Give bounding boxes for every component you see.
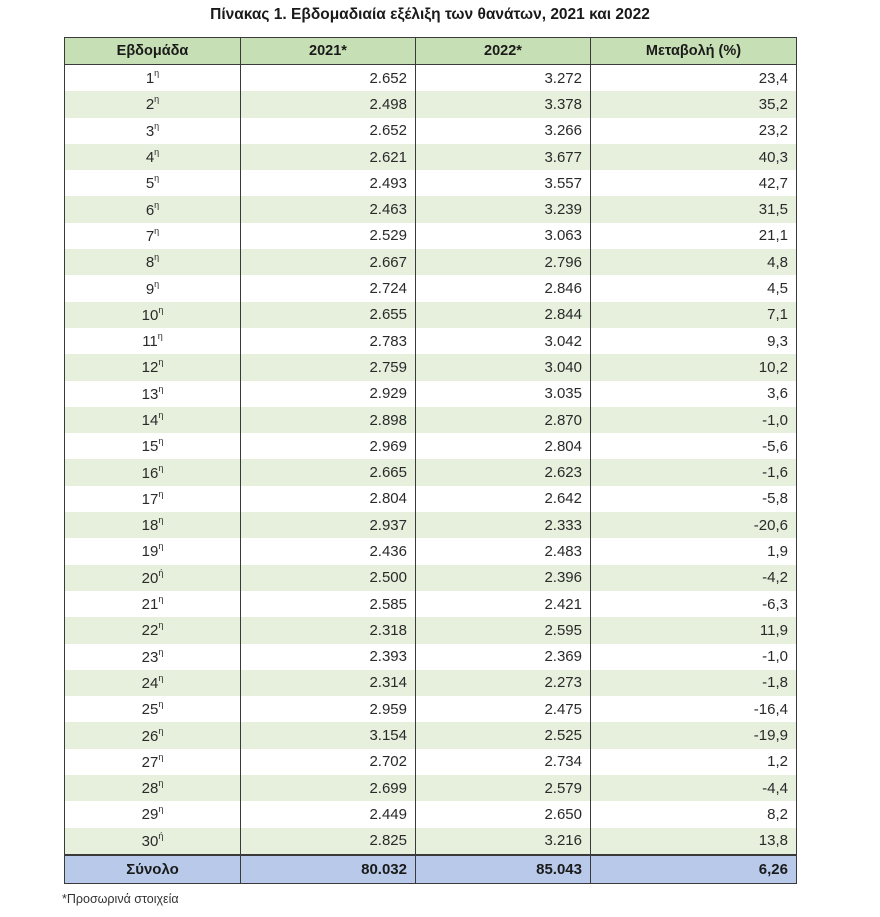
change-percent: -4,2 (591, 565, 797, 591)
value-2021: 2.665 (241, 459, 416, 485)
week-number: 26 (141, 727, 159, 745)
value-2021: 2.959 (241, 696, 416, 722)
week-cell (65, 828, 241, 855)
week-number: 30 (141, 832, 159, 850)
week-cell (65, 196, 241, 222)
value-2022: 2.273 (416, 670, 591, 696)
table-row (65, 223, 797, 249)
table-row (65, 170, 797, 196)
table-row (65, 696, 797, 722)
table-row (65, 459, 797, 485)
table-row (65, 328, 797, 354)
week-cell (65, 354, 241, 380)
table-row (65, 433, 797, 459)
change-percent: -1,6 (591, 459, 797, 485)
table-row (65, 381, 797, 407)
week-number: 17 (141, 490, 159, 508)
value-2021: 2.318 (241, 617, 416, 643)
week-ordinal-suffix: η (158, 672, 164, 683)
week-ordinal-suffix: η (154, 147, 160, 158)
value-2021: 2.699 (241, 775, 416, 801)
week-number: 10 (141, 306, 159, 324)
week-ordinal-suffix: η (158, 488, 164, 499)
footnote: *Προσωρινά στοιχεία (62, 892, 179, 906)
table-row (65, 617, 797, 643)
table-row (65, 249, 797, 275)
value-2022: 2.796 (416, 249, 591, 275)
value-2022: 3.040 (416, 354, 591, 380)
value-2022: 3.035 (416, 381, 591, 407)
week-ordinal-suffix: ή (158, 567, 164, 578)
week-ordinal-suffix: η (158, 304, 164, 315)
table-row (65, 538, 797, 564)
week-ordinal-suffix: η (158, 383, 164, 394)
week-number: 25 (141, 701, 159, 719)
week-ordinal-suffix: η (154, 173, 160, 184)
table-row (65, 65, 797, 92)
table-row (65, 722, 797, 748)
week-number: 8 (145, 254, 155, 272)
table-row (65, 775, 797, 801)
week-number: 9 (145, 280, 155, 298)
week-cell (65, 144, 241, 170)
change-percent: 4,8 (591, 249, 797, 275)
value-2021: 2.500 (241, 565, 416, 591)
change-percent: -4,4 (591, 775, 797, 801)
week-number: 2 (145, 96, 155, 114)
header-2021: 2021* (241, 38, 416, 65)
week-ordinal-suffix: η (154, 94, 160, 105)
value-2021: 2.498 (241, 91, 416, 117)
value-2022: 2.623 (416, 459, 591, 485)
week-number: 18 (141, 517, 159, 535)
week-ordinal-suffix: η (158, 436, 164, 447)
total-2022: 85.043 (416, 855, 591, 884)
change-percent: 13,8 (591, 828, 797, 855)
change-percent: 23,2 (591, 118, 797, 144)
value-2021: 2.724 (241, 275, 416, 301)
value-2022: 2.333 (416, 512, 591, 538)
total-2021: 80.032 (241, 855, 416, 884)
week-cell (65, 118, 241, 144)
value-2022: 2.870 (416, 407, 591, 433)
value-2022: 3.557 (416, 170, 591, 196)
week-number: 12 (141, 359, 159, 377)
value-2022: 2.844 (416, 302, 591, 328)
week-ordinal-suffix: η (158, 357, 164, 368)
value-2022: 2.595 (416, 617, 591, 643)
value-2021: 2.493 (241, 170, 416, 196)
value-2021: 2.529 (241, 223, 416, 249)
week-cell (65, 775, 241, 801)
week-cell (65, 223, 241, 249)
table-title: Πίνακας 1. Εβδομαδιαία εξέλιξη των θανάτων, 2021 και 2022 (210, 6, 650, 23)
week-ordinal-suffix: η (158, 804, 164, 815)
value-2021: 2.463 (241, 196, 416, 222)
value-2022: 3.272 (416, 65, 591, 92)
total-change: 6,26 (591, 855, 797, 884)
change-percent: 40,3 (591, 144, 797, 170)
table-row (65, 565, 797, 591)
value-2022: 2.421 (416, 591, 591, 617)
week-ordinal-suffix: η (158, 699, 164, 710)
value-2022: 3.677 (416, 144, 591, 170)
week-cell (65, 91, 241, 117)
value-2021: 2.929 (241, 381, 416, 407)
table-row (65, 591, 797, 617)
table-row (65, 828, 797, 855)
value-2021: 2.969 (241, 433, 416, 459)
table-row (65, 118, 797, 144)
value-2021: 2.898 (241, 407, 416, 433)
value-2022: 3.239 (416, 196, 591, 222)
value-2021: 2.449 (241, 801, 416, 827)
change-percent: 1,2 (591, 749, 797, 775)
value-2021: 2.393 (241, 644, 416, 670)
week-cell (65, 696, 241, 722)
week-cell (65, 538, 241, 564)
value-2021: 2.937 (241, 512, 416, 538)
change-percent: 35,2 (591, 91, 797, 117)
week-number: 19 (141, 543, 159, 561)
change-percent: 31,5 (591, 196, 797, 222)
week-ordinal-suffix: η (158, 646, 164, 657)
week-number: 15 (141, 438, 159, 456)
week-number: 28 (141, 780, 159, 798)
value-2022: 2.650 (416, 801, 591, 827)
value-2022: 3.378 (416, 91, 591, 117)
week-cell (65, 801, 241, 827)
change-percent: 23,4 (591, 65, 797, 92)
week-ordinal-suffix: η (154, 252, 160, 263)
table-row (65, 91, 797, 117)
week-number: 29 (141, 806, 159, 824)
header-row (65, 38, 797, 65)
week-ordinal-suffix: η (158, 725, 164, 736)
value-2021: 2.702 (241, 749, 416, 775)
value-2021: 2.652 (241, 118, 416, 144)
week-ordinal-suffix: η (158, 751, 164, 762)
table-row (65, 407, 797, 433)
value-2022: 2.579 (416, 775, 591, 801)
week-cell (65, 302, 241, 328)
change-percent: -20,6 (591, 512, 797, 538)
week-ordinal-suffix: η (158, 778, 164, 789)
value-2021: 2.783 (241, 328, 416, 354)
value-2022: 3.216 (416, 828, 591, 855)
week-number: 16 (141, 464, 159, 482)
value-2021: 2.436 (241, 538, 416, 564)
table-row (65, 302, 797, 328)
week-cell (65, 486, 241, 512)
header-2022: 2022* (416, 38, 591, 65)
week-number: 6 (145, 201, 155, 219)
week-ordinal-suffix: η (154, 199, 160, 210)
value-2021: 2.585 (241, 591, 416, 617)
week-ordinal-suffix: η (158, 620, 164, 631)
change-percent: 3,6 (591, 381, 797, 407)
week-cell (65, 459, 241, 485)
week-ordinal-suffix: η (154, 68, 160, 79)
change-percent: -16,4 (591, 696, 797, 722)
value-2022: 2.846 (416, 275, 591, 301)
week-cell (65, 407, 241, 433)
week-number: 11 (142, 333, 158, 351)
change-percent: 8,2 (591, 801, 797, 827)
week-number: 3 (145, 122, 155, 140)
table-row (65, 749, 797, 775)
table-row (65, 354, 797, 380)
week-ordinal-suffix: η (154, 278, 160, 289)
table-row (65, 801, 797, 827)
header-week: Εβδομάδα (65, 38, 241, 65)
table-row (65, 644, 797, 670)
week-number: 27 (141, 753, 159, 771)
table-row (65, 144, 797, 170)
change-percent: 9,3 (591, 328, 797, 354)
value-2021: 3.154 (241, 722, 416, 748)
header-change: Μεταβολή (%) (591, 38, 797, 65)
change-percent: 7,1 (591, 302, 797, 328)
week-cell (65, 670, 241, 696)
change-percent: -19,9 (591, 722, 797, 748)
change-percent: 1,9 (591, 538, 797, 564)
change-percent: 42,7 (591, 170, 797, 196)
week-cell (65, 328, 241, 354)
change-percent: -5,6 (591, 433, 797, 459)
value-2022: 2.804 (416, 433, 591, 459)
value-2021: 2.652 (241, 65, 416, 92)
week-cell (65, 591, 241, 617)
value-2021: 2.667 (241, 249, 416, 275)
week-number: 1 (145, 70, 155, 88)
week-cell (65, 170, 241, 196)
week-number: 4 (145, 149, 155, 167)
week-ordinal-suffix: ή (158, 830, 164, 841)
change-percent: -1,0 (591, 644, 797, 670)
week-ordinal-suffix: η (158, 541, 164, 552)
change-percent: -6,3 (591, 591, 797, 617)
week-number: 14 (141, 412, 159, 429)
week-ordinal-suffix: η (154, 225, 160, 236)
week-cell (65, 749, 241, 775)
week-cell (65, 275, 241, 301)
value-2022: 2.734 (416, 749, 591, 775)
total-row (65, 855, 797, 884)
week-cell (65, 433, 241, 459)
week-cell (65, 617, 241, 643)
week-number: 13 (141, 385, 159, 403)
total-label: Σύνολο (65, 855, 241, 884)
value-2022: 3.063 (416, 223, 591, 249)
value-2021: 2.825 (241, 828, 416, 855)
value-2022: 2.396 (416, 565, 591, 591)
week-number: 20 (141, 569, 159, 587)
table-row (65, 196, 797, 222)
value-2022: 2.475 (416, 696, 591, 722)
table-row (65, 512, 797, 538)
value-2022: 2.369 (416, 644, 591, 670)
week-ordinal-suffix: η (158, 515, 164, 526)
value-2022: 2.642 (416, 486, 591, 512)
week-cell (65, 65, 241, 92)
week-ordinal-suffix: η (158, 462, 164, 473)
change-percent: -1,0 (591, 407, 797, 433)
table-row (65, 486, 797, 512)
table-row (65, 670, 797, 696)
value-2021: 2.621 (241, 144, 416, 170)
week-ordinal-suffix: η (158, 410, 164, 420)
week-number: 24 (141, 674, 159, 692)
week-number: 21 (141, 596, 159, 614)
table-body (65, 65, 797, 855)
value-2022: 2.483 (416, 538, 591, 564)
week-number: 22 (141, 622, 159, 640)
week-ordinal-suffix: η (157, 331, 163, 342)
week-cell (65, 565, 241, 591)
week-ordinal-suffix: η (154, 120, 160, 131)
week-cell (65, 381, 241, 407)
value-2022: 3.042 (416, 328, 591, 354)
value-2022: 2.525 (416, 722, 591, 748)
week-cell (65, 644, 241, 670)
week-cell (65, 512, 241, 538)
change-percent: -5,8 (591, 486, 797, 512)
week-number: 7 (145, 227, 155, 245)
table-row (65, 275, 797, 301)
value-2022: 3.266 (416, 118, 591, 144)
change-percent: 10,2 (591, 354, 797, 380)
change-percent: 11,9 (591, 617, 797, 643)
value-2021: 2.804 (241, 486, 416, 512)
week-ordinal-suffix: η (158, 594, 164, 605)
value-2021: 2.655 (241, 302, 416, 328)
value-2021: 2.314 (241, 670, 416, 696)
deaths-table (64, 37, 797, 884)
change-percent: -1,8 (591, 670, 797, 696)
week-number: 5 (145, 175, 155, 193)
week-cell (65, 722, 241, 748)
change-percent: 21,1 (591, 223, 797, 249)
week-cell (65, 249, 241, 275)
week-number: 23 (141, 648, 159, 666)
change-percent: 4,5 (591, 275, 797, 301)
value-2021: 2.759 (241, 354, 416, 380)
